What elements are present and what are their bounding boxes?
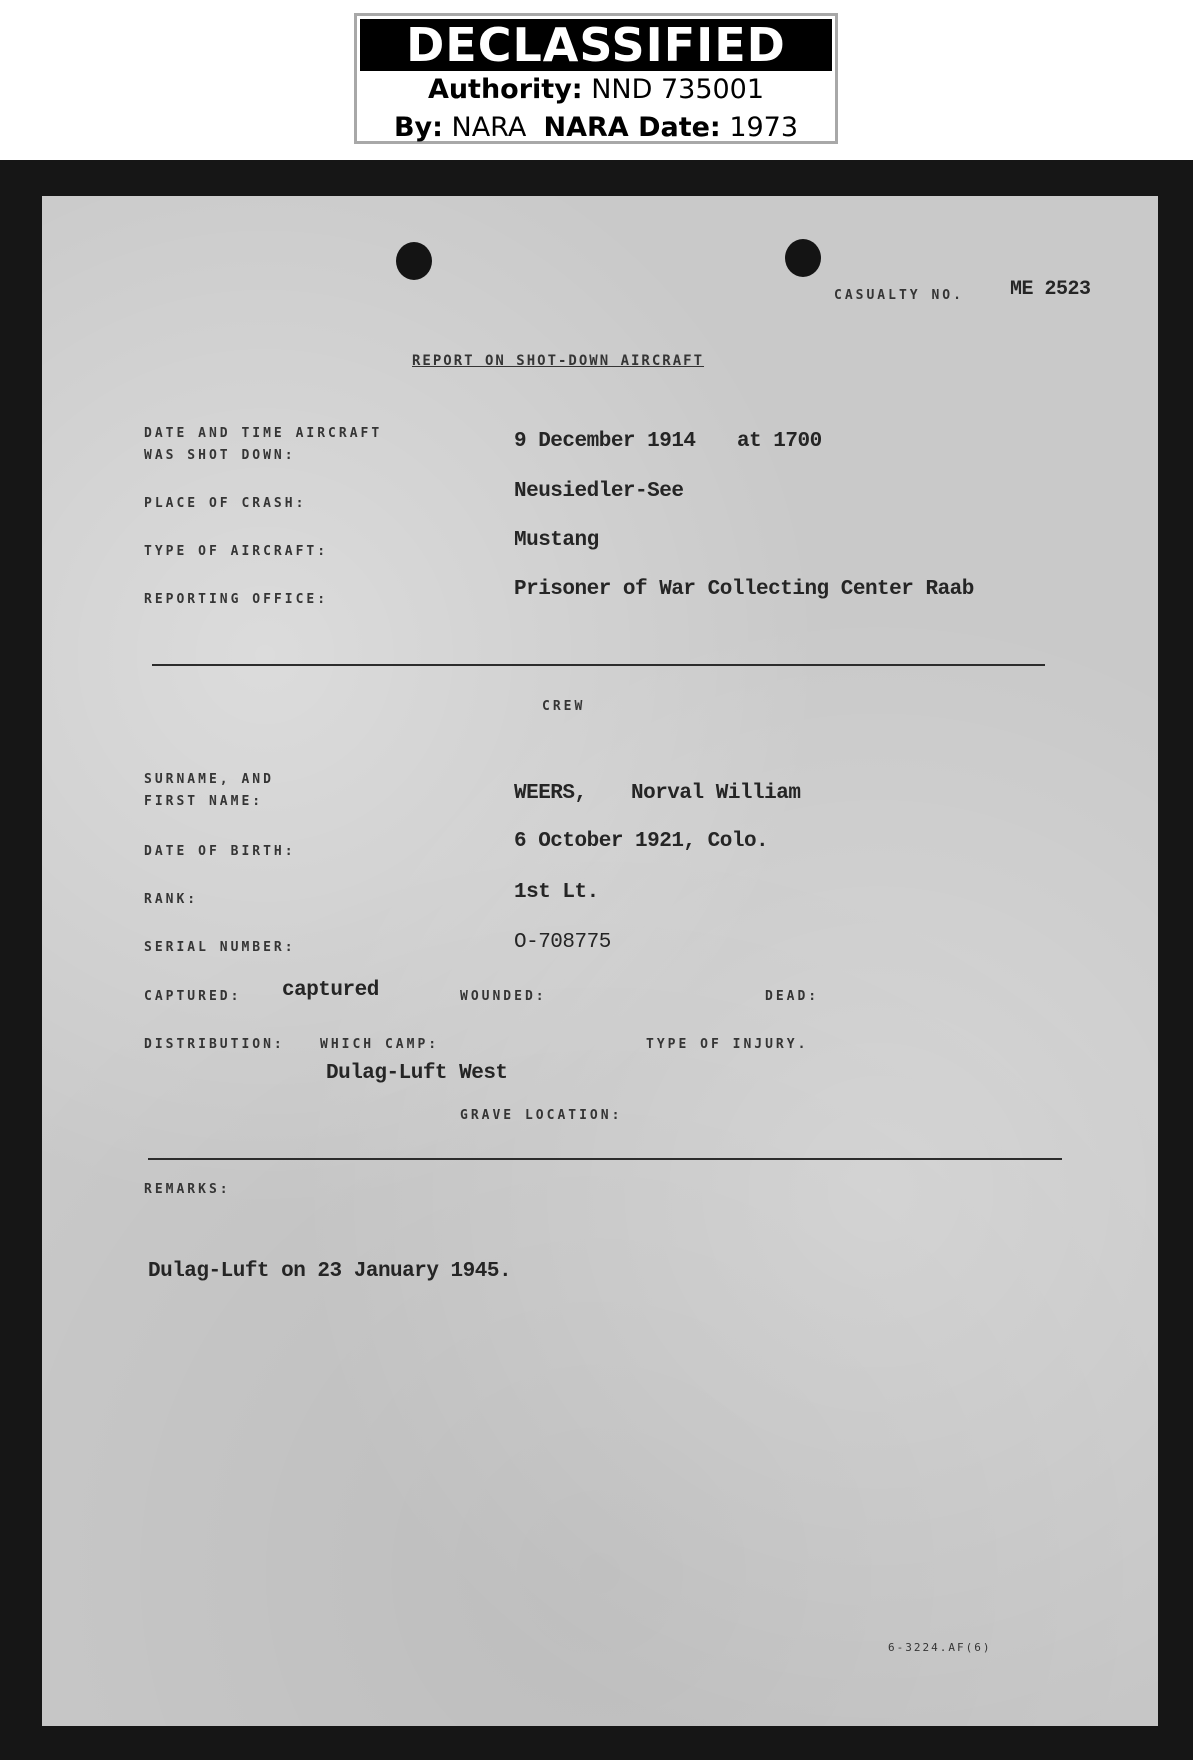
declassified-stamp (354, 13, 838, 144)
stamp-heading: DECLASSIFIED (360, 19, 832, 71)
report-title: REPORT ON SHOT-DOWN AIRCRAFT (412, 353, 705, 369)
serial-number-label: SERIAL NUMBER: (144, 940, 296, 955)
shot-down-time-value: at 1700 (737, 430, 822, 453)
reporting-office-label: REPORTING OFFICE: (144, 592, 329, 607)
surname-value: WEERS, (514, 782, 587, 805)
captured-label: CAPTURED: (144, 989, 242, 1004)
serial-number-value: O-708775 (514, 931, 611, 954)
rank-value: 1st Lt. (514, 881, 599, 904)
rank-label: RANK: (144, 892, 199, 907)
name-label-line2: FIRST NAME: (144, 794, 264, 809)
stamp-by-value: NARA (451, 112, 527, 143)
type-of-aircraft-label: TYPE OF AIRCRAFT: (144, 544, 329, 559)
wounded-label: WOUNDED: (460, 989, 547, 1004)
place-of-crash-value: Neusiedler-See (514, 480, 684, 503)
remarks-value: Dulag-Luft on 23 January 1945. (148, 1260, 512, 1283)
distribution-label: DISTRIBUTION: (144, 1037, 285, 1052)
place-of-crash-label: PLACE OF CRASH: (144, 496, 307, 511)
reporting-office-value: Prisoner of War Collecting Center Raab (514, 578, 974, 601)
stamp-date-value: 1973 (729, 112, 799, 143)
which-camp-label: WHICH CAMP: (320, 1037, 440, 1052)
section-divider (152, 664, 1045, 666)
scanned-document-frame (0, 160, 1193, 1760)
casualty-number-value: ME 2523 (1010, 278, 1091, 301)
shot-down-date-value: 9 December 1914 (514, 430, 696, 453)
captured-value: captured (282, 979, 379, 1002)
form-number: 6-3224.AF(6) (888, 1641, 992, 1654)
first-name-value: Norval William (631, 782, 801, 805)
report-page (42, 196, 1158, 1726)
date-time-label-line2: WAS SHOT DOWN: (144, 448, 296, 463)
stamp-authority-line (357, 71, 835, 109)
camp-value: Dulag-Luft West (326, 1062, 508, 1085)
crew-heading: CREW (542, 699, 586, 714)
stamp-by-label: By: (393, 112, 443, 143)
date-time-label-line1: DATE AND TIME AIRCRAFT (144, 426, 383, 441)
grave-location-label: GRAVE LOCATION: (460, 1108, 623, 1123)
punch-hole (396, 242, 432, 280)
section-divider (148, 1158, 1062, 1160)
stamp-by-line (357, 109, 835, 147)
type-of-injury-label: TYPE OF INJURY. (646, 1037, 809, 1052)
type-of-aircraft-value: Mustang (514, 529, 599, 552)
casualty-number-label: CASUALTY NO. (834, 288, 964, 303)
stamp-authority-label: Authority: (427, 74, 583, 105)
name-label-line1: SURNAME, AND (144, 772, 274, 787)
date-of-birth-label: DATE OF BIRTH: (144, 844, 296, 859)
punch-hole (785, 239, 821, 277)
stamp-authority-value: NND 735001 (591, 74, 765, 105)
stamp-date-label: NARA Date: (543, 112, 721, 143)
date-of-birth-value: 6 October 1921, Colo. (514, 830, 769, 853)
dead-label: DEAD: (765, 989, 820, 1004)
remarks-label: REMARKS: (144, 1182, 231, 1197)
